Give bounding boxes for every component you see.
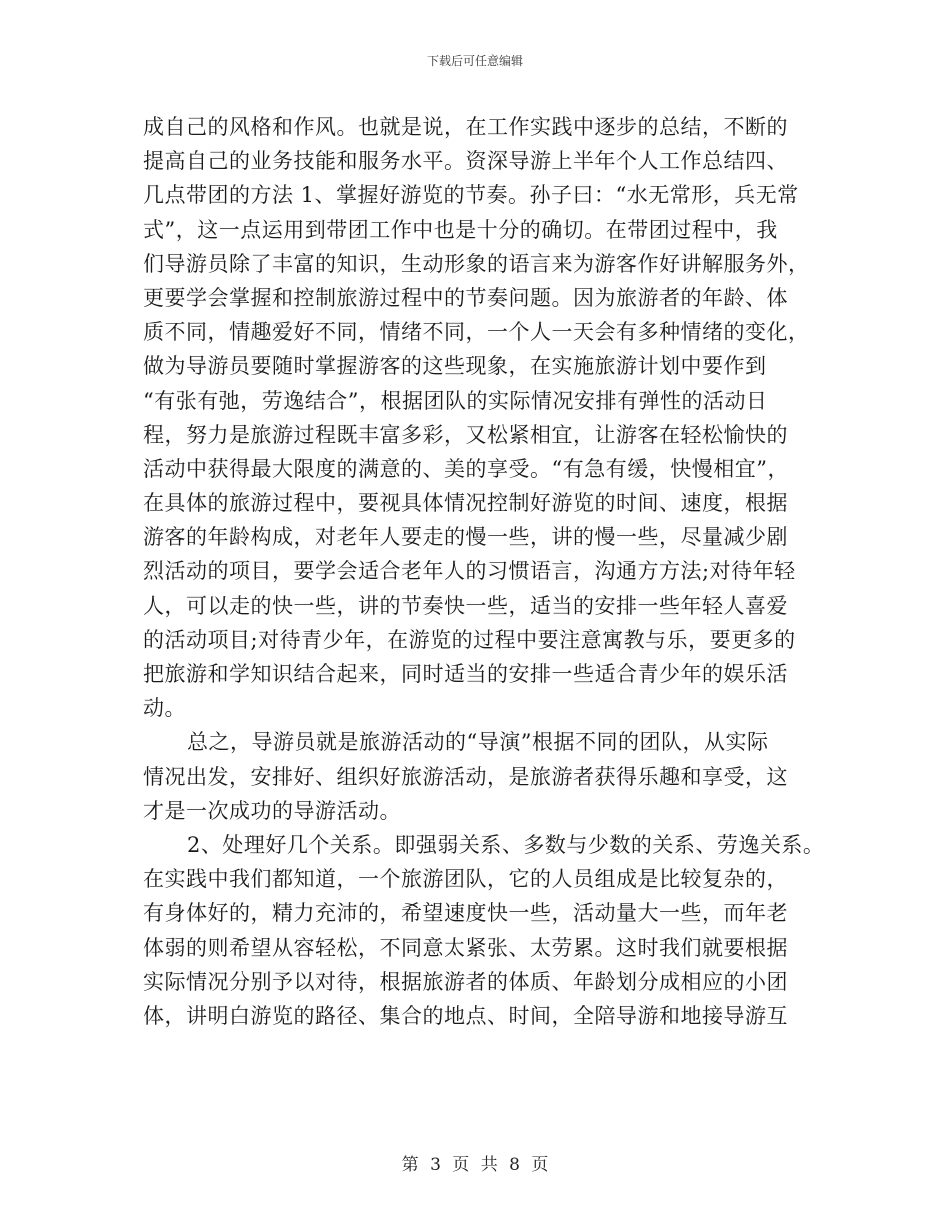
- text-line: 提高自己的业务技能和服务水平。资深导游上半年个人工作总结四、: [143, 149, 788, 174]
- page-header: 下载后可任意编辑: [426, 54, 523, 68]
- text-line: 体，讲明白游览的路径、集合的地点、时间，全陪导游和地接导游互: [143, 1003, 788, 1028]
- text-line: “有张有弛，劳逸结合”，根据团队的实际情况安排有弹性的活动日: [143, 388, 768, 413]
- text-line: 烈活动的项目，要学会适合老年人的习惯语言，沟通方方法;对待年轻: [143, 559, 796, 584]
- text-line: 们导游员除了丰富的知识，生动形象的语言来为游客作好讲解服务外，: [143, 251, 810, 276]
- text-line: 人，可以走的快一些，讲的节奏快一些，适当的安排一些年轻人喜爱: [143, 593, 788, 618]
- text-line: 才是一次成功的导游活动。: [143, 798, 401, 823]
- text-line: 做为导游员要随时掌握游客的这些现象，在实施旅游计划中要作到: [143, 354, 767, 379]
- text-line: 有身体好的，精力充沛的，希望速度快一些，活动量大一些，而年老: [143, 901, 788, 926]
- page-footer: 第 3 页 共 8 页: [401, 1155, 549, 1175]
- text-line: 总之，导游员就是旅游活动的“导演”根据不同的团队，从实际: [187, 730, 769, 755]
- text-line: 的活动项目;对待青少年，在游览的过程中要注意寓教与乐，要更多的: [143, 627, 796, 652]
- text-line: 在实践中我们都知道，一个旅游团队，它的人员组成是比较复杂的，: [143, 867, 788, 892]
- text-line: 成自己的风格和作风。也就是说，在工作实践中逐步的总结，不断的: [143, 115, 788, 139]
- text-line: 情况出发，安排好、组织好旅游活动，是旅游者获得乐趣和享受，这: [143, 764, 788, 789]
- document-body: [143, 110, 825, 1033]
- text-line: 在具体的旅游过程中，要视具体情况控制好游览的时间、速度，根据: [143, 491, 788, 516]
- text-line: 程，努力是旅游过程既丰富多彩，又松紧相宜，让游客在轻松愉快的: [143, 422, 788, 447]
- text-line: 游客的年龄构成，对老年人要走的慢一些，讲的慢一些，尽量减少剧: [143, 525, 788, 550]
- text-line: 体弱的则希望从容轻松，不同意太紧张、太劳累。这时我们就要根据: [143, 935, 788, 960]
- text-line: 动。: [143, 696, 186, 721]
- text-line: 实际情况分别予以对待，根据旅游者的体质、年龄划分成相应的小团: [143, 969, 788, 994]
- text-line: 2、处理好几个关系。即强弱关系、多数与少数的关系、劳逸关系。: [187, 832, 825, 857]
- text-line: 质不同，情趣爱好不同，情绪不同，一个人一天会有多种情绪的变化，: [143, 320, 810, 345]
- text-line: 几点带团的方法 1、掌握好游览的节奏。孙子曰：“水无常形，兵无常: [143, 183, 799, 208]
- text-line: 式”，这一点运用到带团工作中也是十分的确切。在带团过程中，我: [143, 217, 778, 242]
- text-line: 活动中获得最大限度的满意的、美的享受。“有急有缓，快慢相宜”，: [143, 456, 789, 481]
- text-line: 把旅游和学知识结合起来，同时适当的安排一些适合青少年的娱乐活: [143, 662, 788, 686]
- text-line: 更要学会掌握和控制旅游过程中的节奏问题。因为旅游者的年龄、体: [143, 285, 788, 310]
